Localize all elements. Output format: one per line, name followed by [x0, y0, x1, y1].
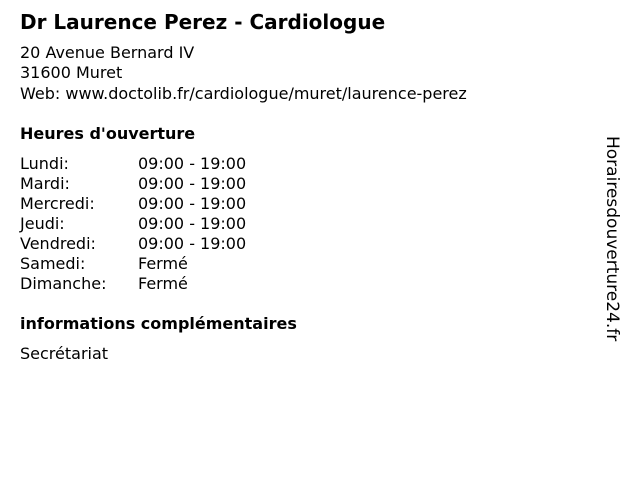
hours-row-friday [20, 234, 320, 254]
page-title: Dr Laurence Perez - Cardiologue [20, 10, 386, 34]
day-label: Jeudi: [20, 214, 65, 233]
hours-row-thursday [20, 214, 320, 234]
website-line: Web: www.doctolib.fr/cardiologue/muret/laurence-perez [20, 84, 467, 103]
day-hours: Fermé [138, 274, 188, 293]
day-hours: 09:00 - 19:00 [138, 214, 247, 233]
day-hours: 09:00 - 19:00 [138, 234, 247, 253]
opening-hours-heading: Heures d'ouverture [20, 124, 196, 143]
additional-info-heading: informations complémentaires [20, 314, 297, 333]
day-label: Dimanche: [20, 274, 107, 293]
day-hours: 09:00 - 19:00 [138, 154, 247, 173]
day-label: Samedi: [20, 254, 86, 273]
day-hours: Fermé [138, 254, 188, 273]
address-city: 31600 Muret [20, 63, 123, 82]
day-label: Mardi: [20, 174, 70, 193]
day-label: Mercredi: [20, 194, 95, 213]
hours-row-saturday [20, 254, 320, 274]
hours-row-sunday [20, 274, 320, 294]
day-hours: 09:00 - 19:00 [138, 194, 247, 213]
hours-row-tuesday [20, 174, 320, 194]
day-label: Vendredi: [20, 234, 96, 253]
day-label: Lundi: [20, 154, 69, 173]
hours-row-wednesday [20, 194, 320, 214]
site-watermark: Horairesdouverture24.fr [602, 136, 622, 342]
additional-info-item: Secrétariat [20, 344, 109, 363]
day-hours: 09:00 - 19:00 [138, 174, 247, 193]
address-street: 20 Avenue Bernard IV [20, 43, 195, 62]
hours-row-monday [20, 154, 320, 174]
